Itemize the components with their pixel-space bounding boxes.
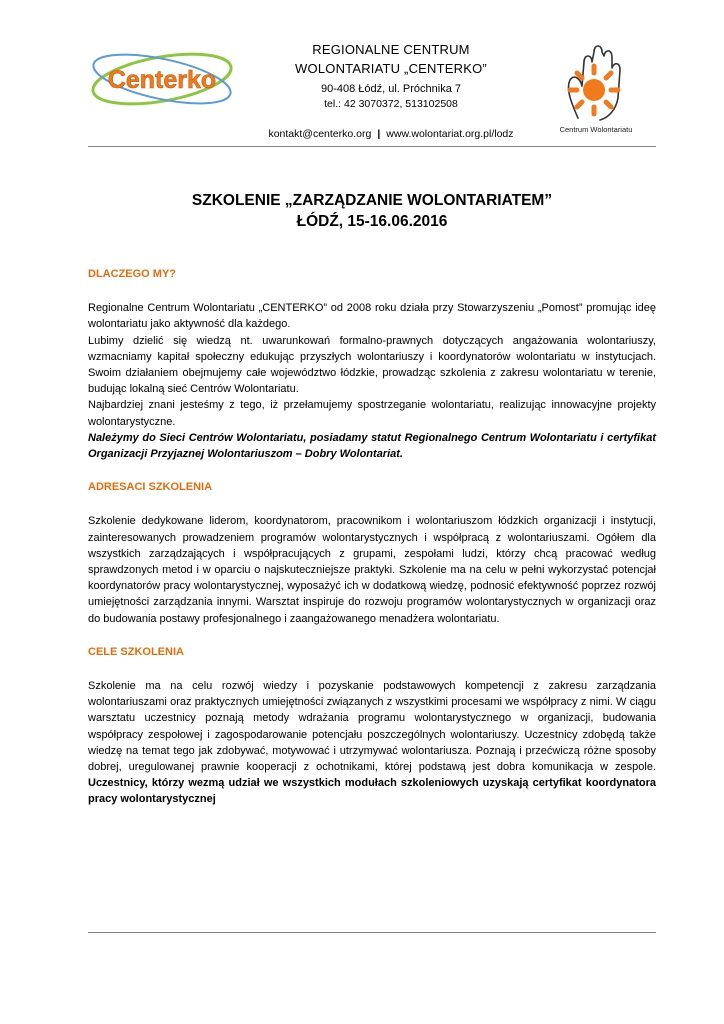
centerko-logo <box>88 44 236 114</box>
why-paragraph-3: Najbardziej znani jesteśmy z tego, iż przełamujemy spostrzeganie wolontariatu, realizując innowacyjne projekty wolontarystyczne. <box>88 399 656 428</box>
contact-row <box>246 128 536 140</box>
org-info <box>246 40 536 111</box>
centrum-wolontariatu-logo <box>548 40 644 136</box>
audience-paragraph: Szkolenie dedykowane liderom, koordynatorom, pracownikom i wolontariuszom łódzkich organizacji i instytucji, zainteresowanych prowadzeniem programów wolontarystycznych i współpracą z wolontariuszami. Ogółem dla wszystkich zarządzających i współpracujących z grupami, zespołami ludzi, którzy chcą pracować według sprawdzonych metod i w oparciu o najskuteczniejsze praktyki. Szkolenie ma na celu w pełni wykorzystać potencjał koordynatorów pracy wolontarystycznej, wyposażyć ich w dodatkową wiedzę, podnosić efektywność poprzez rozwój umiejętności zarządzania innymi. Warsztat inspiruje do rozwoju programów wolontarystycznych w organizacji oraz do budowania postawy profesjonalnego i zaangażowanego menadżera wolontariatu. <box>88 515 656 625</box>
why-paragraph-4: Należymy do Sieci Centrów Wolontariatu, posiadamy statut Regionalnego Centrum Wolontariatu i certyfikat Organizacji Przyjaznej Wolontariuszom – Dobry Wolontariat. <box>88 431 656 461</box>
right-logo-caption: Centrum Wolontariatu <box>559 125 633 134</box>
title-line2: ŁÓDŹ, 15-16.06.2016 <box>296 213 448 230</box>
header-divider <box>88 146 656 147</box>
org-address: 90-408 Łódź, ul. Próchnika 7 <box>320 83 462 95</box>
org-name-line2: WOLONTARIATU „CENTERKO” <box>295 61 487 76</box>
org-name-line1: REGIONALNE CENTRUM <box>312 42 470 57</box>
contact-separator: | <box>377 128 381 140</box>
section-heading-why: DLACZEGO MY? <box>88 268 176 280</box>
title-line1: SZKOLENIE „ZARZĄDZANIE WOLONTARIATEM” <box>191 192 553 209</box>
footer-divider <box>88 932 656 933</box>
document-body <box>88 266 656 808</box>
org-phone: tel.: 42 3070372, 513102508 <box>324 98 458 110</box>
letterhead <box>88 30 644 146</box>
goals-certificate-note: Uczestnicy, którzy wezmą udział we wszystkich modułach szkoleniowych uzyskają certyfikat koordynatora pracy wolontarystycznej <box>88 777 656 806</box>
goals-paragraph <box>88 678 656 808</box>
goals-text: Szkolenie ma na celu rozwój wiedzy i pozyskanie podstawowych kompetencji z zakresu zarządzania wolontariuszami oraz praktycznych umiejętności związanych z wszystkimi procesami we współpracy z nimi. W ciągu warsztatu uczestnicy poznają metody wdrażania programu wolontarystycznego w organizacji, budowania współpracy zespołowej i zagospodarowanie potencjału poszczególnych wolontariuszy. Uczestnicy zdobędą także wiedzę na temat tego jak zdobywać, motywować i utrzymywać wolontariusza. Poznają i przećwiczą różne sposoby dobrej, uregulowanej prawnie kooperacji z ochotnikami, której podstawą jest dobra komunikacja w zespole. <box>88 680 656 774</box>
email-link[interactable]: kontakt@centerko.org <box>268 128 372 140</box>
section-heading-audience: ADRESACI SZKOLENIA <box>88 481 213 494</box>
centerko-logo-text: Centerko <box>107 66 217 94</box>
section-heading-goals: CELE SZKOLENIA <box>88 645 184 658</box>
document-title <box>88 190 656 232</box>
why-paragraph-2: Lubimy dzielić się wiedzą nt. uwarunkowań formalno-prawnych dotyczących angażowania wolontariuszy, wzmacniamy kapitał społeczny edukując przyszłych wolontariuszy i koordynatorów wolontariatu w instytucjach. Swoim działaniem obejmujemy całe województwo łódzkie, prowadząc szkolenia z zakresu wolontariatu w terenie, budując lokalną sieć Centrów Wolontariatu. <box>88 334 656 396</box>
website-link[interactable]: www.wolontariat.org.pl/lodz <box>386 128 514 140</box>
why-paragraph-1: Regionalne Centrum Wolontariatu „CENTERKO” od 2008 roku działa przy Stowarzyszeniu „Pomost” promując ideę wolontariatu jako aktywność dla każdego. <box>88 302 656 331</box>
